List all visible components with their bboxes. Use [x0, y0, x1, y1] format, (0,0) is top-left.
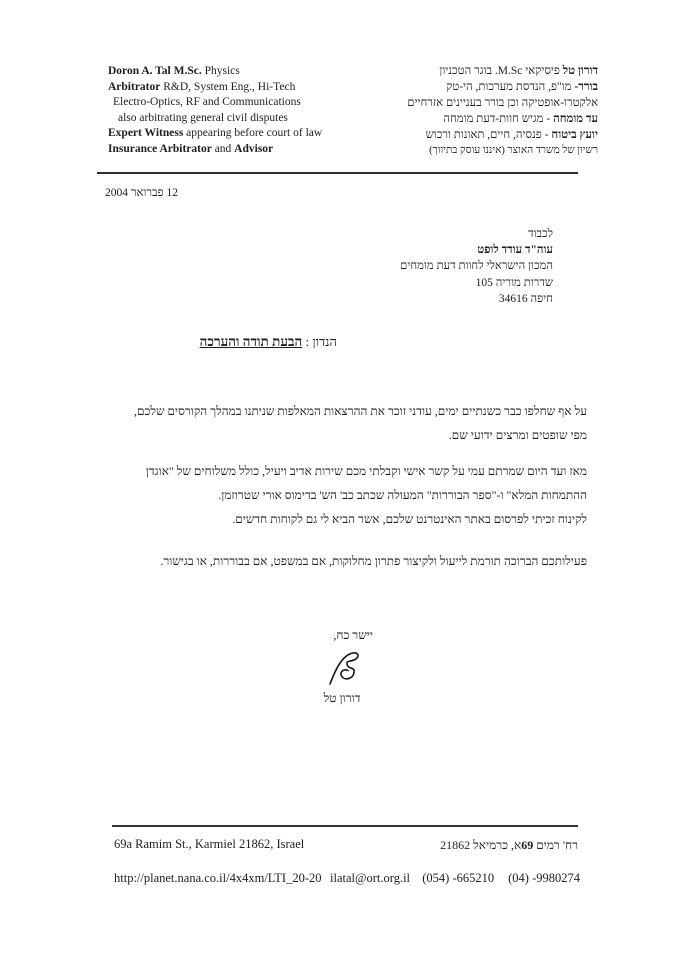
signature-name: דורון טל: [323, 691, 361, 705]
letterhead-en-line-5: Expert Witness appearing before court of law: [108, 127, 323, 139]
footer-divider: [112, 825, 578, 827]
letterhead-he-line-2: בורר- מו"פ, הנדסת מערכות, הי-טק: [446, 81, 598, 93]
letterhead-he-line-6: רשיון של משרד האוצר (איננו עוסק בתיווך): [429, 145, 598, 156]
footer-url: http://planet.nana.co.il/4x4xm/LTI_20-20: [114, 871, 322, 885]
footer-email: ilatal@ort.org.il: [330, 871, 411, 885]
letterhead-he-line-1: דורון טל פיסיקאי M.Sc. בוגר הטכניון: [439, 65, 598, 77]
letterhead-english: [108, 64, 322, 157]
signature-scribble-icon: [326, 650, 364, 688]
letterhead-he-line-3: אלקטרו-אופטיקה וכן בורר בעניינים אזרחיים: [407, 97, 598, 109]
letterhead-en-line-2: Arbitrator R&D, System Eng., Hi-Tech: [108, 80, 296, 93]
recipient-organization: המכון הישראלי לחוות דעת מומחים: [400, 260, 553, 273]
subject-title: הבעת תודה והערכה: [199, 334, 303, 349]
footer-address-english: 69a Ramim St., Karmiel 21862, Israel: [114, 837, 305, 851]
recipient-name: עוה"ד עודד לופט: [477, 244, 553, 257]
paragraph-3: לקינוח זכיתי לפרסום באתר האינטרנט שלכם, אשר הביא לי גם לקוחות חדשים.: [232, 512, 587, 526]
paragraph-2: [146, 459, 587, 507]
letterhead-en-line-6: Insurance Arbitrator and Advisor: [108, 142, 274, 155]
subject-label: הנדון :: [302, 334, 337, 349]
letterhead-en-line-3: Electro-Optics, RF and Communications: [113, 96, 301, 108]
recipient-block: [400, 226, 553, 307]
date-line: 12 פברואר 2004: [105, 187, 178, 199]
paragraph-1-line-1: על אף שחלפו כבר כשנתיים ימים, עודני זוכר את ההרצאות המאלפות שניתנו במהלך הקורסים שלכם,: [133, 404, 587, 418]
phone-office: (04) -9980274: [508, 871, 580, 885]
letterhead-hebrew: [407, 63, 598, 159]
recipient-salutation: לכבוד: [527, 228, 553, 240]
letterhead-he-line-4: עד מומחה - מגיש חוות-דעת מומחה: [443, 113, 598, 125]
footer-phone-numbers: [422, 871, 580, 886]
footer-address-hebrew: רח' רמים 69א, כרמיאל 21862: [440, 838, 578, 852]
letterhead-en-line-1: Doron A. Tal M.Sc. Physics: [108, 65, 240, 77]
paragraph-2-line-2: ההתמחות המלא" ו-"ספר הבוררות" המעולה שכתב כב' הש' בדימוס אורי שטרוזמן.: [218, 488, 587, 502]
letterhead-he-line-5: יועץ ביטוח - פנסיה, חיים, תאונות ורכוש: [425, 129, 598, 141]
letterhead-en-line-4: also arbitrating general civil disputes: [118, 111, 288, 124]
header-divider: [97, 172, 578, 174]
phone-mobile: (054) -665210: [422, 871, 495, 885]
recipient-city: חיפה 34616: [498, 292, 553, 305]
recipient-street: שדרות מוריה 105: [475, 276, 553, 289]
paragraph-1-line-2: מפי שופטים ומרצים ידועי שם.: [448, 428, 587, 442]
paragraph-2-line-1: מאז ועד היום שמרתם עמי על קשר אישי וקבלתי מכם שירות אדיב ויעיל, כולל משלוחים של "אוגדן: [145, 464, 587, 478]
closing-salutation: יישר כח,: [333, 628, 373, 642]
paragraph-4: פעילותכם הברוכה תורמת לייעול ולקיצור פתרון מחלוקות, אם במשפט, אם בבוררות, או בגישור.: [160, 554, 587, 568]
subject-line: [200, 334, 337, 350]
paragraph-1: [134, 399, 587, 447]
